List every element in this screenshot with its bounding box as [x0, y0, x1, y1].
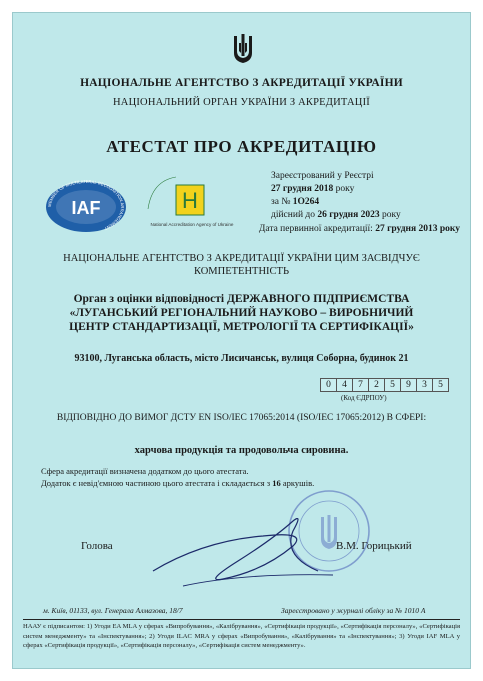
nac-logo-caption: National Accreditation Agency of Ukraine	[150, 222, 234, 227]
edrpou-caption: (Код ЄДРПОУ)	[341, 394, 387, 402]
edrpou-digit: 7	[352, 378, 369, 392]
iaf-ring-text: MEMBER OF MULTILATERAL RECOGNITION ARRANGEMENT	[46, 178, 126, 232]
registration-number: 1О264	[292, 197, 320, 207]
registration-block	[271, 170, 401, 222]
certificate-title: АТЕСТАТ ПРО АКРЕДИТАЦІЮ	[106, 137, 377, 156]
edrpou-digit: 2	[368, 378, 385, 392]
edrpou-digit: 4	[336, 378, 353, 392]
handwritten-signature-icon	[143, 501, 343, 601]
first-accreditation-date: 27 грудня 2013 року	[375, 224, 460, 234]
agency-address: м. Київ, 01133, вул. Генерала Алмазова, 18/7	[43, 606, 183, 615]
standard-requirements: ВІДПОВІДНО ДО ВИМОГ ДСТУ EN ISO/IEC 17065:2014 (ISO/IEC 17065:2012) В СФЕРІ:	[56, 413, 427, 423]
edrpou-digit: 5	[432, 378, 449, 392]
body-address: 93100, Луганська область, місто Лисичанськ, вулиця Соборна, будинок 21	[74, 353, 409, 364]
annex-sheet-count: 16	[272, 478, 281, 488]
edrpou-digit: 0	[320, 378, 337, 392]
registration-date-line: 27 грудня 2018 року	[271, 184, 355, 194]
iaf-logo-icon	[41, 175, 131, 233]
edrpou-digit: 9	[400, 378, 417, 392]
head-title: Голова	[81, 540, 113, 552]
signer-name: В.М. Горицький	[336, 540, 412, 552]
agency-name: НАЦІОНАЛЬНЕ АГЕНТСТВО З АКРЕДИТАЦІЇ УКРАЇНИ	[80, 77, 403, 89]
organ-line: НАЦІОНАЛЬНИЙ ОРГАН УКРАЇНИ З АКРЕДИТАЦІЇ	[113, 97, 370, 108]
edrpou-digit: 3	[416, 378, 433, 392]
nac-logo-icon	[140, 173, 246, 231]
footer-divider	[23, 619, 460, 620]
registration-date: 27 грудня 2018	[271, 184, 334, 194]
valid-until-line: дійсний до 26 грудня 2023 року	[271, 210, 401, 220]
annex-note: Сфера акредитації визначена додатком до цього атестата.	[41, 466, 249, 476]
accreditation-scope: харчова продукція та продовольча сировина.	[134, 445, 349, 456]
nac-logo-letter: Н	[182, 188, 198, 213]
first-accreditation: Дата первинної акредитації: 27 грудня 2013 року	[258, 224, 460, 234]
registration-number-line: за № 1О264	[271, 197, 320, 207]
valid-until-date: 26 грудня 2023	[317, 210, 380, 220]
competence-statement: НАЦІОНАЛЬНЕ АГЕНТСТВО З АКРЕДИТАЦІЇ УКРАЇНИ ЦИМ ЗАСВІДЧУЄ КОМПЕТЕНТНІСТЬ	[63, 253, 420, 277]
registered-label: Зареєстрований у Реєстрі	[271, 171, 374, 181]
iaf-logo-text: IAF	[71, 198, 101, 218]
trident-emblem-icon	[232, 33, 254, 65]
edrpou-code	[321, 378, 449, 392]
journal-registration: Зареєстровано у журналі обліку за № 1010 А	[281, 606, 426, 615]
mla-signatory-note: НААУ є підписантом: 1) Угоди EA MLA у сферах «Випробування», «Калібрування», «Сертифікація продукції», «Сертифікація персоналу», «Сертифікація систем менеджменту» та «Інспектування»; 2) Угоди ILAC MRA у сферах «Випробування», «Калібрування» та «Інспектування»; 3) Угоди IAF MLA у сферах «Сертифікація продукції», «Сертифікація персоналу», «Сертифікація систем менеджменту».	[23, 623, 460, 649]
certificate-sheet	[12, 12, 471, 669]
accredited-body-name: Орган з оцінки відповідності ДЕРЖАВНОГО ПІДПРИЄМСТВА «ЛУГАНСЬКИЙ РЕГІОНАЛЬНИЙ НАУКОВО – ВИРОБНИЧИЙ ЦЕНТР СТАНДАРТИЗАЦІЇ, МЕТРОЛОГІЇ ТА СЕРТИФІКАЦІЇ»	[69, 293, 414, 333]
annex-sheets-note: Додаток є невід'ємною частиною цього атестата і складається з 16 аркушів.	[41, 478, 315, 488]
edrpou-digit: 5	[384, 378, 401, 392]
